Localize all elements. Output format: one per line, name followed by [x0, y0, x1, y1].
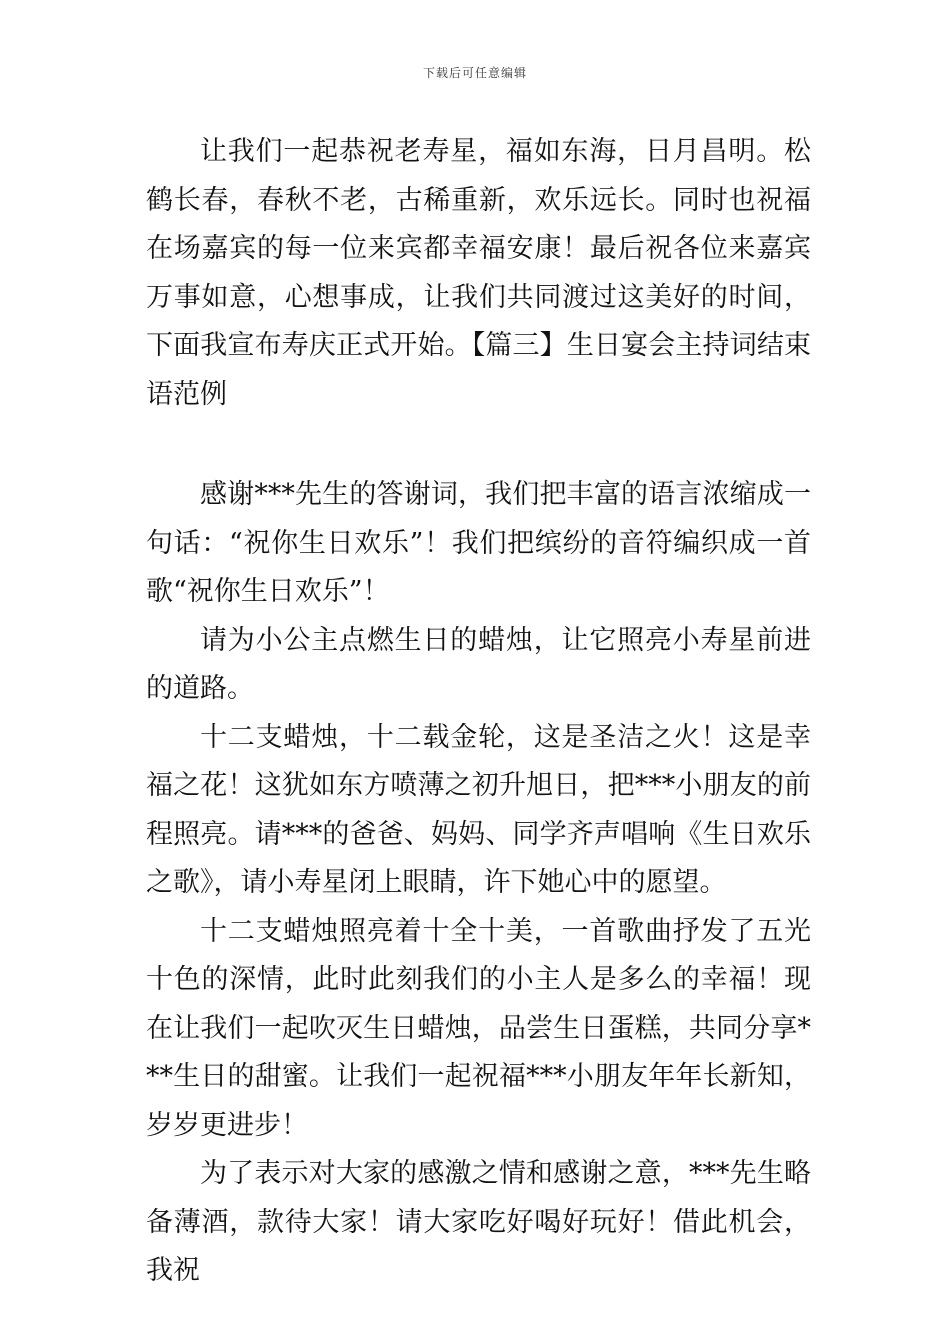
paragraph-1: 让我们一起恭祝老寿星，福如东海，日月昌明。松鹤长春，春秋不老，古稀重新，欢乐远长。同时也祝福在场嘉宾的每一位来宾都幸福安康！最后祝各位来嘉宾万事如意，心想事成，让我们共同渡过这美好的时间，下面我宣布寿庆正式开始。【篇三】生日宴会主持词结束语范例 [146, 136, 811, 410]
paragraph-3: 请为小公主点燃生日的蜡烛，让它照亮小寿星前进的道路。 [146, 624, 811, 704]
paragraph-5: 十二支蜡烛照亮着十全十美，一首歌曲抒发了五光十色的深情，此时此刻我们的小主人是多么的幸福！现在让我们一起吹灭生日蜡烛，品尝生日蛋糕，共同分享***生日的甜蜜。让我们一起祝福***小朋友年年长新知，岁岁更进步！ [146, 915, 811, 1141]
document-body [146, 128, 811, 1296]
paragraph-6: 为了表示对大家的感激之情和感谢之意，***先生略备薄酒，款待大家！请大家吃好喝好玩好！借此机会，我祝 [146, 1158, 811, 1286]
paragraph-gap [146, 419, 811, 471]
page-header: 下载后可任意编辑 [422, 66, 527, 80]
paragraph-2: 感谢***先生的答谢词，我们把丰富的语言浓缩成一句话：“祝你生日欢乐”！我们把缤纷的音符编织成一首歌“祝你生日欢乐”！ [146, 479, 811, 607]
paragraph-4: 十二支蜡烛，十二载金轮，这是圣洁之火！这是幸福之花！这犹如东方喷薄之初升旭日，把***小朋友的前程照亮。请***的爸爸、妈妈、同学齐声唱响《生日欢乐之歌》，请小寿星闭上眼睛，许下她心中的愿望。 [146, 721, 811, 898]
